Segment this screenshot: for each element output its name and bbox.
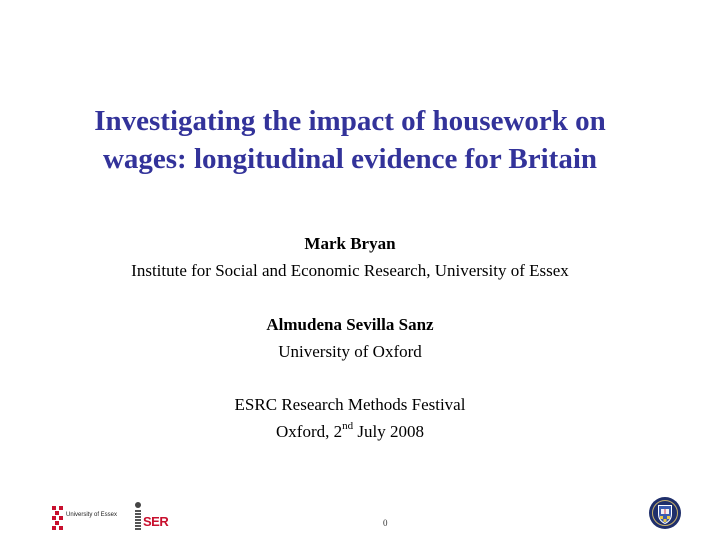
author-2-name: Almudena Sevilla Sanz [266,315,434,334]
author-2-block [0,311,700,365]
iser-logo [133,502,173,532]
essex-logo-text: University of Essex [66,512,118,518]
title-line-2: wages: longitudinal evidence for Britain [102,143,598,175]
page-number: 0 [383,518,388,528]
event-block [0,391,700,445]
event-name: ESRC Research Methods Festival [234,395,466,414]
oxford-crest-icon [648,496,682,530]
event-date-suffix: July 2008 [353,422,424,441]
title-line-1: Investigating the impact of housework on [94,105,606,137]
iser-i-icon [135,502,141,530]
event-place-date [0,418,700,445]
essex-mark-icon [52,504,63,530]
iser-logo-text: SER [143,514,169,529]
author-1-name: Mark Bryan [304,234,396,253]
author-1-affiliation: Institute for Social and Economic Research, University of Essex [131,261,569,280]
event-date-ordinal: nd [342,420,354,433]
author-1-block [0,230,700,284]
slide-title [0,102,700,178]
event-place-date-prefix: Oxford, 2 [276,422,343,441]
author-2-affiliation: University of Oxford [278,342,422,361]
